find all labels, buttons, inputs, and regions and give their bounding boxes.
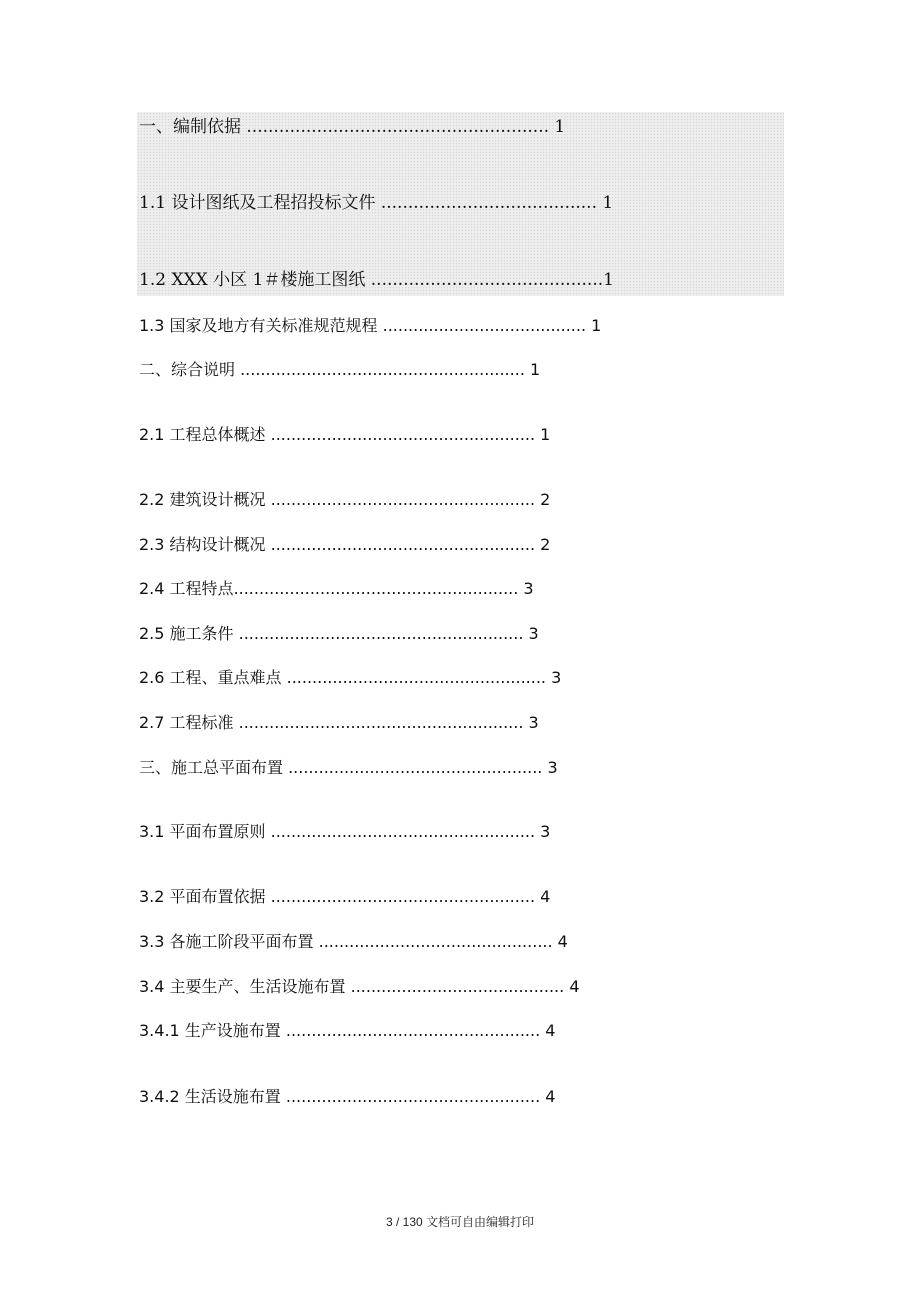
toc-entry[interactable]: 3.4 主要生产、生活设施布置 .......................................... 4	[139, 977, 580, 996]
toc-entry[interactable]: 2.5 施工条件 ........................................................ 3	[139, 624, 539, 643]
toc-entry[interactable]: 一、编制依据 ........................................................ 1	[139, 117, 566, 137]
toc-entry[interactable]: 3.3 各施工阶段平面布置 .............................................. 4	[139, 932, 568, 951]
toc-entry[interactable]: 2.4 工程特点........................................................ 3	[139, 579, 534, 598]
toc-entry[interactable]: 3.4.2 生活设施布置 .................................................. 4	[139, 1087, 556, 1106]
toc-entry[interactable]: 2.2 建筑设计概况 .................................................... 2	[139, 490, 551, 509]
toc-entry[interactable]: 2.6 工程、重点难点 ................................................... 3	[139, 668, 562, 687]
toc-entry[interactable]: 三、施工总平面布置 .................................................. 3	[139, 758, 558, 777]
page-footer: 3 / 130 文档可自由编辑打印	[385, 1215, 535, 1229]
toc-entry[interactable]: 3.4.1 生产设施布置 .................................................. 4	[139, 1021, 556, 1040]
toc-entry[interactable]: 3.1 平面布置原则 .................................................... 3	[139, 822, 551, 841]
toc-entry[interactable]: 1.3 国家及地方有关标准规范规程 ........................................ 1	[139, 316, 602, 335]
toc-entry[interactable]: 3.2 平面布置依据 .................................................... 4	[139, 887, 551, 906]
toc-entry[interactable]: 1.2 XXX 小区 1＃楼施工图纸 ...........................................1	[139, 270, 614, 290]
toc-entry[interactable]: 2.1 工程总体概述 .................................................... 1	[139, 425, 551, 444]
toc-entry[interactable]: 2.7 工程标准 ........................................................ 3	[139, 713, 539, 732]
toc-entry[interactable]: 1.1 设计图纸及工程招投标文件 ........................................ 1	[139, 193, 614, 213]
toc-entry[interactable]: 二、综合说明 ........................................................ 1	[139, 360, 541, 379]
toc-entry[interactable]: 2.3 结构设计概况 .................................................... 2	[139, 535, 551, 554]
